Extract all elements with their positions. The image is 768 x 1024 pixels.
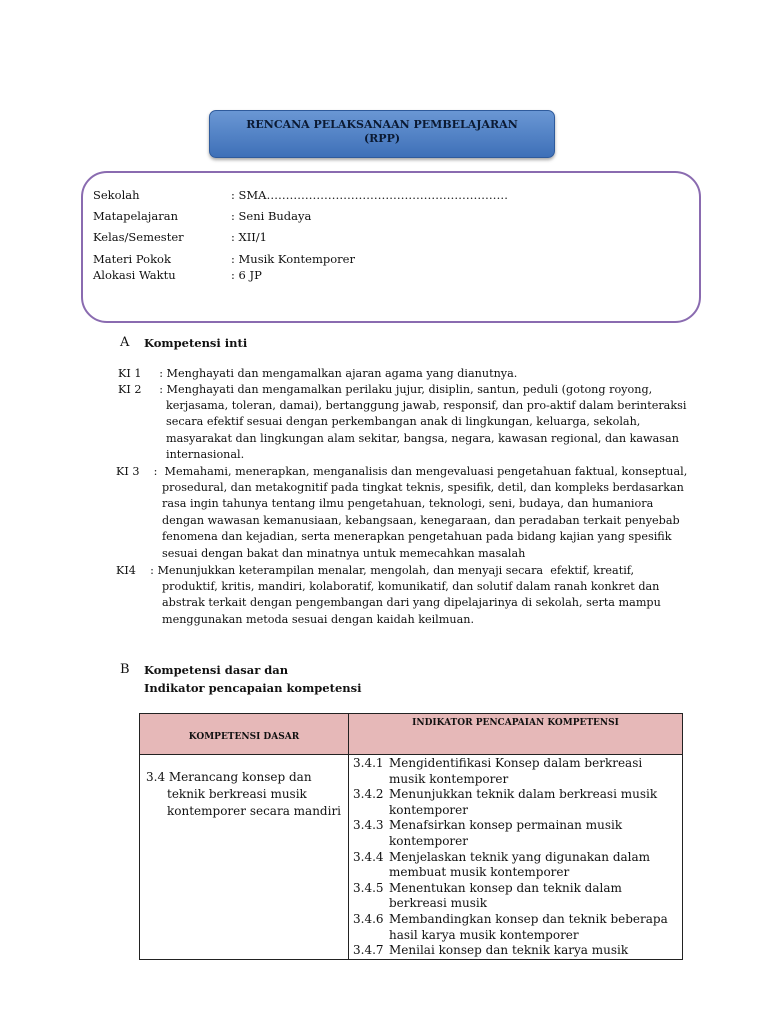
indicator-text: Menafsirkan konsep permainan musik kontemporer — [389, 818, 623, 848]
header-kompetensi-dasar: KOMPETENSI DASAR — [140, 714, 349, 755]
section-a-letter: A — [120, 335, 130, 350]
ki-4-body — [162, 579, 661, 628]
indicator-item — [349, 881, 682, 912]
section-a-title: Kompetensi inti — [144, 336, 248, 350]
label-materi-pokok: Materi Pokok — [93, 252, 171, 266]
kd-line: 3.4 Merancang konsep dan — [146, 770, 312, 784]
indicator-number: 3.4.7 — [353, 943, 384, 958]
value-sekolah: : SMA……………………………………………………… — [231, 188, 508, 202]
value-matapelajaran: : Seni Budaya — [231, 209, 312, 223]
indicator-item — [349, 787, 682, 818]
kd-cell — [140, 755, 349, 960]
title-line-2: (RPP) — [363, 132, 401, 145]
label-kelas-semester: Kelas/Semester — [93, 230, 184, 244]
indicator-text: Membandingkan konsep dan teknik beberapa hasil karya musik kontemporer — [389, 911, 668, 942]
ki-3-line: rasa ingin tahunya tentang ilmu pengetahuan, teknologi, seni, budaya, dan humaniora — [162, 497, 654, 511]
indicator-number: 3.4.2 — [353, 787, 384, 802]
ki-2-line: kerjasama, toleran, damai), bertanggung jawab, responsif, dan pro-aktif dalam berinteraksi — [166, 399, 687, 412]
indicator-item — [349, 943, 682, 959]
competency-table — [139, 713, 683, 960]
ki-2-line: masyarakat dan lingkungan alam sekitar, bangsa, negara, kawasan regional, dan kawasan — [166, 431, 679, 445]
table-row — [140, 755, 683, 960]
label-matapelajaran: Matapelajaran — [93, 209, 178, 223]
ki-3-head: KI 3 : Memahami, menerapkan, menganalisis dan mengevaluasi pengetahuan faktual, konseptual, — [116, 465, 688, 478]
ki-2-head: KI 2 : Menghayati dan mengamalkan perilaku jujur, disiplin, santun, peduli (gotong royong, — [118, 383, 653, 396]
ki-3-line: prosedural, dan metakognitif pada tingkat teknis, spesifik, detil, dan kompleks berdasarkan — [162, 481, 684, 494]
ki-4-head: KI4 : Menunjukkan keterampilan menalar, mengolah, dan menyaji secara efektif, kreatif, — [116, 564, 635, 577]
ki-3-line: sesuai dengan bakat dan minatnya untuk memecahkan masalah — [162, 546, 526, 560]
indicator-number: 3.4.3 — [353, 818, 384, 833]
ki-4-line: abstrak terkait dengan pengembangan dari yang dipelajarinya di sekolah, serta mampu — [162, 596, 661, 610]
section-b-title-line-2: Indikator pencapaian kompetensi — [144, 681, 362, 695]
indicator-item — [349, 756, 682, 787]
indicator-number: 3.4.1 — [353, 756, 384, 770]
ki-2-line: secara efektif sesuai dengan perkembangan anak di lingkungan, keluarga, sekolah, — [166, 415, 641, 429]
ki-3-body — [162, 480, 684, 562]
value-kelas-semester: : XII/1 — [231, 230, 267, 244]
section-b-letter: B — [120, 662, 130, 677]
indicator-text: Menjelaskan teknik yang digunakan dalam membuat musik kontemporer — [389, 849, 651, 880]
ki-4-line: menggunakan metoda sesuai dengan kaidah keilmuan. — [162, 612, 475, 626]
section-b-title-line-1: Kompetensi dasar dan — [144, 663, 289, 677]
value-alokasi-waktu: : 6 JP — [231, 268, 262, 282]
indicator-item — [349, 850, 682, 881]
indicator-number: 3.4.6 — [353, 911, 384, 926]
value-materi-pokok: : Musik Kontemporer — [231, 252, 355, 266]
ki-3-line: fenomena dan kejadian, serta menerapkan pengetahuan pada bidang kajian yang spesifik — [162, 530, 672, 544]
indicator-text: Menentukan konsep dan teknik dalam berkreasi musik — [389, 880, 622, 911]
indicator-text: Mengidentifikasi Konsep dalam berkreasi musik kontemporer — [389, 756, 643, 786]
ki-3-line: dengan wawasan kemanusiaan, kebangsaan, kenegaraan, dan peradaban terkait penyebab — [162, 513, 680, 527]
ki-2-body — [166, 398, 686, 464]
ki-4-line: produktif, kritis, mandiri, kolaboratif, komunikatif, dan solutif dalam ranah konkret dan — [162, 580, 660, 593]
indicator-text: Menunjukkan teknik dalam berkreasi musik kontemporer — [389, 787, 658, 817]
indicator-item — [349, 912, 682, 943]
kd-line: teknik berkreasi musik — [167, 787, 307, 801]
indicator-number: 3.4.4 — [353, 849, 384, 864]
ki-2-line: internasional. — [166, 448, 245, 462]
document-title-banner — [209, 110, 555, 158]
table-header-row — [140, 714, 683, 755]
label-alokasi-waktu: Alokasi Waktu — [93, 268, 176, 282]
indicator-number: 3.4.5 — [353, 880, 384, 895]
ki-1: KI 1 : Menghayati dan mengamalkan ajaran agama yang dianutnya. — [118, 367, 518, 380]
label-sekolah: Sekolah — [93, 188, 140, 202]
header-indikator: INDIKATOR PENCAPAIAN KOMPETENSI — [349, 714, 683, 755]
title-line-1: RENCANA PELAKSANAAN PEMBELAJARAN — [246, 118, 518, 131]
indicator-text: Menilai konsep dan teknik karya musik — [389, 943, 629, 958]
kd-line: kontemporer secara mandiri — [167, 804, 342, 818]
indicator-item — [349, 818, 682, 849]
indicator-cell — [349, 755, 683, 960]
